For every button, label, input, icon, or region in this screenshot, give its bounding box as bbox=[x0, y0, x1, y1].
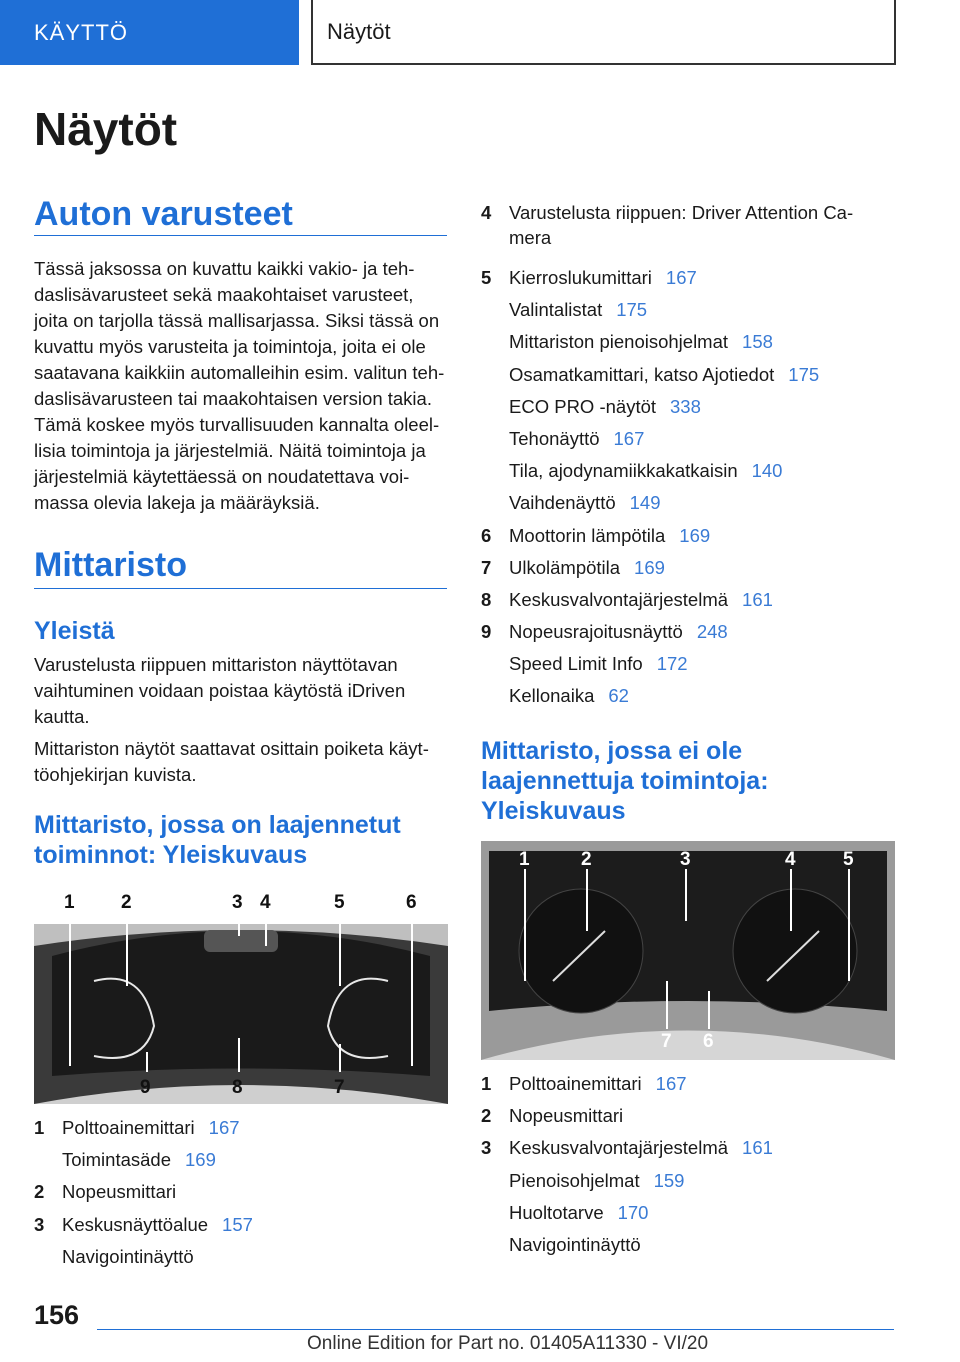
page-title: Näytöt bbox=[34, 103, 178, 155]
list-item: Navigointinäyttö bbox=[509, 1233, 641, 1255]
image-label: 9 bbox=[140, 1077, 151, 1098]
image-label: 1 bbox=[519, 849, 530, 870]
page-ref-link[interactable]: 149 bbox=[629, 492, 661, 514]
page-ref-link[interactable]: 158 bbox=[742, 331, 773, 353]
page-ref-link[interactable]: 167 bbox=[655, 1073, 687, 1094]
list-item: 9 Nopeusrajoitusnäyttö 248 bbox=[481, 621, 728, 643]
list-item: 3 Keskusnäyttöalue 157 bbox=[34, 1213, 253, 1235]
page-ref-link[interactable]: 62 bbox=[608, 685, 629, 707]
image-label: 1 bbox=[64, 892, 75, 913]
list-item: Valintalistat 175 bbox=[509, 299, 648, 321]
list-extended-continued bbox=[481, 197, 896, 713]
image-label: 2 bbox=[581, 849, 592, 870]
heading-rule bbox=[34, 235, 447, 236]
list-item: Speed Limit Info 172 bbox=[509, 653, 688, 675]
list-item: Tila, ajodynamiikkakatkaisin 140 bbox=[509, 460, 783, 482]
heading-rule bbox=[34, 588, 447, 589]
heading-ei-laajennettuja: Mittaristo, jossa ei ole laajennettuja toimintoja: Yleiskuvaus bbox=[481, 737, 769, 825]
list-extended bbox=[34, 1112, 448, 1273]
page-ref-link[interactable]: 169 bbox=[185, 1149, 216, 1171]
list-item: mera bbox=[509, 227, 552, 248]
image-label: 5 bbox=[334, 892, 345, 913]
list-item: 6 Moottorin lämpötila 169 bbox=[481, 524, 711, 546]
image-label: 4 bbox=[260, 892, 271, 913]
paragraph-yleista-2: Mittariston näytöt saattavat osittain poiketa käyt-töohjekirjan kuvista. bbox=[34, 738, 429, 785]
footer-rule bbox=[97, 1329, 894, 1330]
page-ref-link[interactable]: 159 bbox=[653, 1169, 685, 1191]
image-label: 6 bbox=[703, 1031, 714, 1052]
image-label: 7 bbox=[661, 1031, 672, 1052]
list-item: 3 Keskusvalvontajärjestelmä 161 bbox=[481, 1137, 773, 1159]
page-ref-link[interactable]: 157 bbox=[222, 1213, 253, 1235]
list-item: Tehonäyttö 167 bbox=[509, 427, 645, 449]
list-item: Navigointinäyttö bbox=[62, 1245, 194, 1267]
header-title: Näytöt bbox=[311, 0, 896, 65]
list-item: Huoltotarve 170 bbox=[509, 1201, 649, 1223]
page-ref-link[interactable]: 161 bbox=[742, 1137, 773, 1159]
list-item: Toimintasäde 169 bbox=[62, 1149, 216, 1171]
page-ref-link[interactable]: 175 bbox=[788, 363, 820, 385]
page-ref-link[interactable]: 167 bbox=[665, 267, 697, 288]
list-item: Pienoisohjelmat 159 bbox=[509, 1169, 685, 1191]
page-ref-link[interactable]: 167 bbox=[208, 1117, 240, 1138]
list-item: 2 Nopeusmittari bbox=[481, 1105, 624, 1127]
image-label: 8 bbox=[232, 1077, 243, 1098]
paragraph-varusteet: Tässä jaksossa on kuvattu kaikki vakio- ja teh-daslisävarusteet sekä maakohtaiset varusteet, joita on tarjolla tässä mallisarjassa. Siksi tässä on kuvattu myös varusteita ja toimintoja, joita ei ole saatavana kaikkiin automalleihin esim. valitun teh-daslisävarusteen tai maakohtaisen version takia. Tämä koskee myös turvallisuuden kannalta oleel-lisia toimintoja ja järjestelmiä. Näitä toimintoja ja järjestelmiä käytettäessä on noudatettava voi-massa olevia lakeja ja määräyksiä. bbox=[34, 258, 445, 513]
list-item: Osamatkamittari, katso Ajotiedot 175 bbox=[509, 363, 820, 385]
list-item: 8 Keskusvalvontajärjestelmä 161 bbox=[481, 588, 773, 610]
page-ref-link[interactable]: 338 bbox=[670, 395, 701, 417]
image-label: 5 bbox=[843, 849, 854, 870]
image-label: 3 bbox=[680, 849, 691, 870]
list-item: 5 Kierroslukumittari 167 bbox=[481, 267, 697, 288]
heading-laajennetut: Mittaristo, jossa on laajennetut toiminnot: Yleiskuvaus bbox=[34, 811, 401, 869]
footer-edition: Online Edition for Part no. 01405A11330 - VI/20 bbox=[307, 1333, 709, 1354]
list-item: 1 Polttoainemittari 167 bbox=[481, 1073, 687, 1094]
paragraph-yleista-1: Varustelusta riippuen mittariston näyttötavan vaihtuminen voidaan poistaa käytöstä iDriven kautta. bbox=[34, 654, 406, 727]
list-item: ECO PRO -näytöt 338 bbox=[509, 395, 701, 417]
image-label: 2 bbox=[121, 892, 132, 913]
page-ref-link[interactable]: 170 bbox=[617, 1201, 649, 1223]
heading-auton-varusteet: Auton varusteet bbox=[34, 195, 293, 233]
list-item: 7 Ulkolämpötila 169 bbox=[481, 556, 665, 578]
list-item: 1 Polttoainemittari 167 bbox=[34, 1117, 240, 1138]
page-ref-link[interactable]: 169 bbox=[679, 524, 711, 546]
section-tab[interactable]: KÄYTTÖ bbox=[0, 0, 299, 65]
page-ref-link[interactable]: 140 bbox=[751, 460, 783, 482]
image-label: 6 bbox=[406, 892, 417, 913]
list-basic bbox=[481, 1068, 896, 1261]
list-item: Vaihdenäyttö 149 bbox=[509, 492, 661, 514]
page-ref-link[interactable]: 175 bbox=[616, 299, 648, 321]
page-ref-link[interactable]: 172 bbox=[656, 653, 688, 675]
image-label: 3 bbox=[232, 892, 243, 913]
list-item: 2 Nopeusmittari bbox=[34, 1181, 177, 1203]
image-label: 7 bbox=[334, 1077, 345, 1098]
cluster-image-extended bbox=[34, 886, 448, 1104]
list-item: Kellonaika 62 bbox=[509, 685, 629, 707]
page-ref-link[interactable]: 161 bbox=[742, 588, 773, 610]
page-ref-link[interactable]: 167 bbox=[613, 427, 645, 449]
cluster-image-basic bbox=[481, 841, 895, 1060]
list-item: Mittariston pienoisohjelmat 158 bbox=[509, 331, 773, 353]
list-item: 4 Varustelusta riippuen: Driver Attention Ca- bbox=[481, 202, 854, 223]
page-ref-link[interactable]: 169 bbox=[634, 556, 665, 578]
heading-mittaristo: Mittaristo bbox=[34, 546, 187, 584]
image-label: 4 bbox=[785, 849, 796, 870]
heading-yleista: Yleistä bbox=[34, 617, 115, 645]
page-ref-link[interactable]: 248 bbox=[696, 621, 728, 643]
page-number: 156 bbox=[34, 1300, 80, 1330]
